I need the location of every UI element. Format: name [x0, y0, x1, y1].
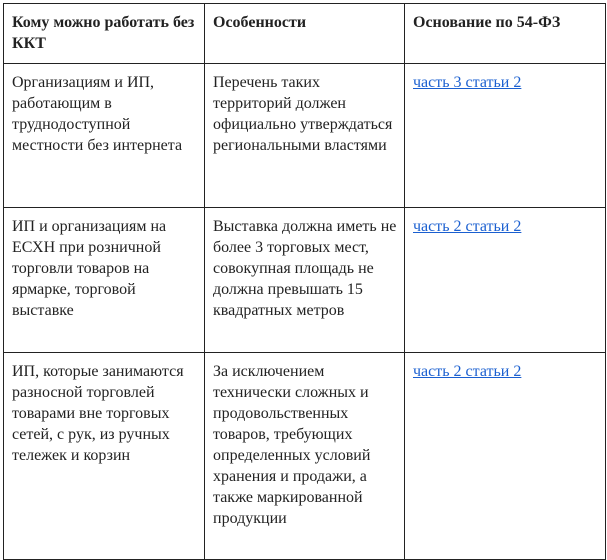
- cell-who: ИП и организациям на ЕСХН при розничной торговли товаров на ярмарке, торговой выставке: [4, 208, 205, 353]
- table-row: [4, 64, 606, 208]
- table-row: [4, 208, 606, 353]
- cell-basis: [405, 353, 606, 560]
- header-basis: Основание по 54-ФЗ: [405, 4, 606, 64]
- cell-who: ИП, которые занимаются разносной торговлей товарами вне торговых сетей, с рук, из ручных тележек и корзин: [4, 353, 205, 560]
- cell-features: За исключением технически сложных и продовольственных товаров, требующих определенных условий хранения и продажи, а также маркированной продукции: [205, 353, 405, 560]
- basis-link[interactable]: часть 2 статьи 2: [413, 363, 522, 380]
- cell-features: Выставка должна иметь не более 3 торговых мест, совокупная площадь не должна превышать 15 квадратных метров: [205, 208, 405, 353]
- basis-link[interactable]: часть 2 статьи 2: [413, 218, 522, 235]
- cell-basis: [405, 64, 606, 208]
- cell-who: Организациям и ИП, работающим в труднодоступной местности без интернета: [4, 64, 205, 208]
- basis-link[interactable]: часть 3 статьи 2: [413, 74, 522, 91]
- no-kkt-table: [3, 3, 606, 560]
- cell-basis: [405, 208, 606, 353]
- table-row: [4, 353, 606, 560]
- cell-features: Перечень таких территорий должен официально утверждаться региональными властями: [205, 64, 405, 208]
- header-who: Кому можно работать без ККТ: [4, 4, 205, 64]
- header-features: Особенности: [205, 4, 405, 64]
- table-header-row: [4, 4, 606, 64]
